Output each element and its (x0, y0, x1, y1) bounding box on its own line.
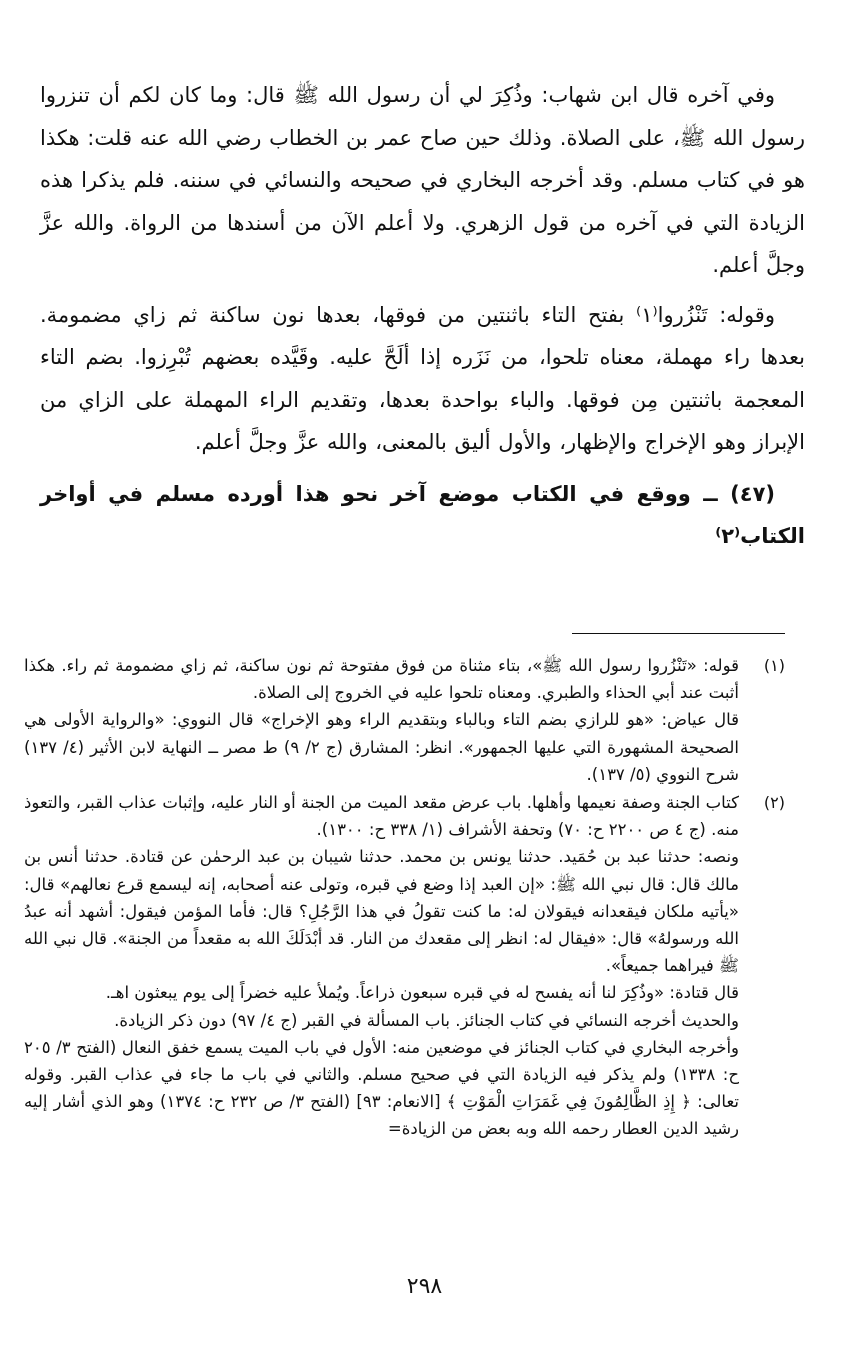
main-paragraph: وقوله: تَنْزُروا⁽١⁾ بفتح التاء باثنتين من فوقها، بعدها نون ساكنة ثم زاي مضمومة. بعدها راء مهملة، معناه تلحوا، من نَزَره إذا ألَحَّ عليه. وقَيَّده بعضهم تُبْرِزوا. بضم التاء المعجمة باثنتين مِن فوقها. والباء بواحدة بعدها، وتقديم الراء المهملة على الزاي من الإبراز وهو الإخراج والإظهار، والأول أليق بالمعنى، والله عزَّ وجلَّ أعلم. (40, 302, 805, 454)
footnote-body (24, 652, 739, 788)
main-paragraph: وفي آخره قال ابن شهاب: وذُكِرَ لي أن رسول الله ﷺ قال: وما كان لكم أن تنزروا رسول الله ﷺ، على الصلاة. وذلك حين صاح عمر بن الخطاب رضي الله عنه قلت: هكذا هو في كتاب مسلم. وقد أخرجه البخاري في صحيحه والنسائي في سننه. فلم يذكرا هذه الزيادة التي في آخره من قول الزهري. ولا أعلم الآن من أسندها من الرواة. والله عزَّ وجلَّ أعلم. (40, 83, 805, 277)
footnote-separator (572, 633, 785, 634)
footnote-paragraph: ونصه: حدثنا عبد بن حُمَيد. حدثنا يونس بن محمد. حدثنا شيبان بن عبد الرحمٰن عن قتادة. حدثنا أنس بن مالك قال: قال نبي الله ﷺ: «إن العبد إذا وضع في قبره، وتولى عنه أصحابه، إنه ليسمع قرع نعالهم» قال: «يأتيه ملكان فيقعدانه فيقولان له: ما كنت تقولُ في هذا الرَّجُلِ؟ قال: فأما المؤمن فيقول: أشهد أنه عبدُ الله ورسولهُ» قال: «فيقال له: انظر إلى مقعدك من النار. قد أبْدَلَكَ الله به مقعداً من الجنة». قال نبي الله ﷺ فيراهما جميعاً». (24, 847, 739, 976)
section-heading: (٤٧) ــ ووقع في الكتاب موضع آخر نحو هذا أورده مسلم في أواخر الكتاب⁽٢⁾ (40, 481, 805, 548)
main-text (40, 74, 805, 558)
footnote (24, 652, 789, 788)
footnote-paragraph: قال قتادة: «وذُكِرَ لنا أنه يفسح له في قبره سبعون ذراعاً. ويُملأ عليه خضراً إلى يوم يبعثون اهـ. (105, 983, 739, 1003)
footnote-paragraph: وأخرجه البخاري في كتاب الجنائز في موضعين منه: الأول في باب الميت يسمع خفق النعال (الفتح ٣/ ٢٠٥ ح: ١٣٣٨) ولم يذكر فيه الزيادة التي في صحيح مسلم. والثاني في باب ما جاء في عذاب القبر. وقوله تعالى: ﴿ إِذِ الظَّالِمُونَ فِي غَمَرَاتِ الْمَوْتِ ﴾ [الانعام: ٩٣] (الفتح ٣/ ص ٢٣٢ ح: ١٣٧٤) وهو الذي أشار إليه رشيد الدين العطار رحمه الله وبه بعض من الزيادة= (24, 1037, 740, 1139)
footnote-paragraph: والحديث أخرجه النسائي في كتاب الجنائز. باب المسألة في القبر (ج ٤/ ٩٧) دون ذكر الزيادة. (114, 1010, 739, 1030)
footnote-number: (١) (763, 656, 785, 675)
footnote-paragraph: كتاب الجنة وصفة نعيمها وأهلها. باب عرض مقعد الميت من الجنة أو النار عليه، وإثبات عذاب القبر، والتعوذ منه. (ج ٤ ص ٢٢٠٠ ح: ٧٠) وتحفة الأشراف (١/ ٣٣٨ ح: ١٣٠٠). (24, 793, 739, 840)
footnote-paragraph: قوله: «تَنْزُروا رسول الله ﷺ»، بتاء مثناة من فوق مفتوحة ثم نون ساكنة، ثم زاي مضمومة ثم راء. هكذا أثبت عند أبي الحذاء والطبري. ومعناه تلحوا عليه في الخروج إلى الصلاة. (24, 656, 739, 703)
page-number: ٢٩٨ (406, 1274, 443, 1299)
footnote (24, 789, 789, 1143)
footnote-body (24, 789, 739, 1143)
footnote-number: (٢) (763, 793, 785, 813)
footnote-paragraph: قال عياض: «هو للرازي بضم التاء وبالباء وبتقديم الراء وهو الإخراج» قال النووي: «والرواية الأولى هي الصحيحة المشهورة التي عليها الجمهور». انظر: المشارق (ج ٢/ ٩) ط مصر ــ النهاية لابن الأثير (٤/ ١٣٧) شرح النووي (٥/ ١٣٧). (24, 710, 739, 784)
footnotes (24, 652, 789, 1143)
